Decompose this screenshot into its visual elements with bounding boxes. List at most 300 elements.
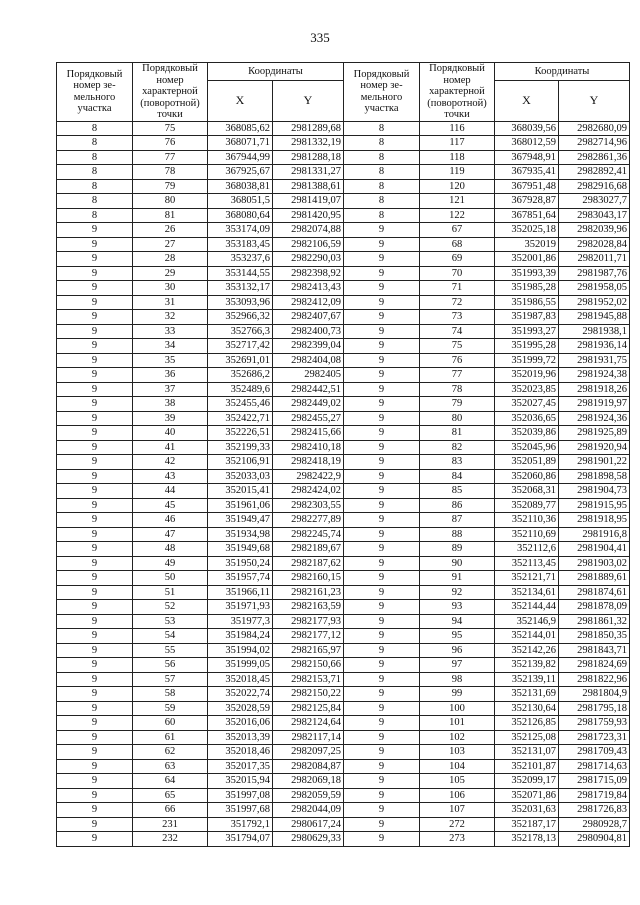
point-number-cell: 55 [133, 643, 208, 658]
plot-number-cell: 9 [344, 426, 420, 441]
point-number-cell: 57 [133, 672, 208, 687]
plot-number-cell: 9 [57, 469, 133, 484]
y-cell: 2981945,88 [559, 310, 630, 325]
point-number-cell: 90 [420, 556, 495, 571]
y-cell: 2981719,84 [559, 788, 630, 803]
point-number-cell: 100 [420, 701, 495, 716]
plot-number-cell: 9 [57, 629, 133, 644]
y-cell: 2982084,87 [273, 759, 344, 774]
point-number-cell: 27 [133, 237, 208, 252]
y-cell: 2982892,41 [559, 165, 630, 180]
plot-number-cell: 9 [344, 745, 420, 760]
point-number-cell: 28 [133, 252, 208, 267]
x-cell: 352018,45 [208, 672, 273, 687]
y-cell: 2982405 [273, 368, 344, 383]
plot-number-cell: 8 [57, 194, 133, 209]
y-cell: 2982153,71 [273, 672, 344, 687]
plot-number-cell: 9 [57, 223, 133, 238]
y-cell: 2982044,09 [273, 803, 344, 818]
plot-number-cell: 8 [57, 136, 133, 151]
y-cell: 2980617,24 [273, 817, 344, 832]
y-cell: 2981843,71 [559, 643, 630, 658]
x-header-right: X [495, 80, 559, 121]
plot-number-cell: 8 [344, 150, 420, 165]
plot-number-cell: 9 [57, 701, 133, 716]
x-cell: 352766,3 [208, 324, 273, 339]
plot-number-cell: 9 [57, 484, 133, 499]
plot-number-cell: 9 [57, 672, 133, 687]
plot-number-cell: 9 [344, 774, 420, 789]
x-cell: 352146,9 [495, 614, 559, 629]
plot-number-cell: 9 [57, 643, 133, 658]
point-number-cell: 104 [420, 759, 495, 774]
plot-number-cell: 9 [344, 469, 420, 484]
point-number-cell: 97 [420, 658, 495, 673]
plot-number-cell: 9 [344, 571, 420, 586]
coordinates-table [56, 62, 630, 847]
y-cell: 2982039,96 [559, 223, 630, 238]
x-cell: 352187,17 [495, 817, 559, 832]
table-body [57, 121, 630, 846]
y-cell: 2981931,75 [559, 353, 630, 368]
plot-number-cell: 9 [57, 817, 133, 832]
x-cell: 351995,28 [495, 339, 559, 354]
point-number-header-right: Порядковый номер характерной (поворотной) точки [420, 63, 495, 122]
y-cell: 2981331,27 [273, 165, 344, 180]
y-cell: 2982074,88 [273, 223, 344, 238]
y-cell: 2982161,23 [273, 585, 344, 600]
x-cell: 352089,77 [495, 498, 559, 513]
point-number-cell: 64 [133, 774, 208, 789]
plot-number-cell: 9 [57, 527, 133, 542]
table-row [57, 716, 630, 731]
y-cell: 2981904,73 [559, 484, 630, 499]
point-number-cell: 54 [133, 629, 208, 644]
x-cell: 352001,86 [495, 252, 559, 267]
y-cell: 2980904,81 [559, 832, 630, 847]
y-cell: 2981898,58 [559, 469, 630, 484]
point-number-cell: 81 [420, 426, 495, 441]
x-cell: 367935,41 [495, 165, 559, 180]
plot-number-cell: 9 [344, 353, 420, 368]
table-row [57, 455, 630, 470]
y-header-left: Y [273, 80, 344, 121]
x-cell: 352121,71 [495, 571, 559, 586]
table-row [57, 121, 630, 136]
table-row [57, 687, 630, 702]
y-cell: 2981824,69 [559, 658, 630, 673]
y-cell: 2982189,67 [273, 542, 344, 557]
plot-number-header-right: Порядковый номер зе-мельного участка [344, 63, 420, 122]
point-number-cell: 58 [133, 687, 208, 702]
x-cell: 351950,24 [208, 556, 273, 571]
point-number-cell: 98 [420, 672, 495, 687]
table-row [57, 614, 630, 629]
y-cell: 2981936,14 [559, 339, 630, 354]
table-row [57, 208, 630, 223]
point-number-cell: 61 [133, 730, 208, 745]
y-cell: 2982442,51 [273, 382, 344, 397]
plot-number-cell: 9 [344, 498, 420, 513]
table-row [57, 223, 630, 238]
x-cell: 351949,47 [208, 513, 273, 528]
coordinates-header-right: Координаты [495, 63, 630, 81]
plot-number-cell: 9 [57, 556, 133, 571]
table-row [57, 658, 630, 673]
y-cell: 2981759,93 [559, 716, 630, 731]
point-number-cell: 91 [420, 571, 495, 586]
x-cell: 352031,63 [495, 803, 559, 818]
point-number-cell: 35 [133, 353, 208, 368]
x-cell: 352966,32 [208, 310, 273, 325]
plot-number-cell: 9 [57, 832, 133, 847]
point-number-cell: 106 [420, 788, 495, 803]
y-cell: 2981723,31 [559, 730, 630, 745]
x-cell: 351961,06 [208, 498, 273, 513]
x-cell: 352134,61 [495, 585, 559, 600]
x-cell: 368080,64 [208, 208, 273, 223]
y-cell: 2982400,73 [273, 324, 344, 339]
y-cell: 2981901,22 [559, 455, 630, 470]
point-number-cell: 231 [133, 817, 208, 832]
x-cell: 352015,94 [208, 774, 273, 789]
table-row [57, 266, 630, 281]
point-number-cell: 33 [133, 324, 208, 339]
x-cell: 351949,68 [208, 542, 273, 557]
y-cell: 2981850,35 [559, 629, 630, 644]
y-cell: 2982150,66 [273, 658, 344, 673]
table-row [57, 281, 630, 296]
plot-number-cell: 8 [344, 179, 420, 194]
x-cell: 351957,74 [208, 571, 273, 586]
point-number-cell: 122 [420, 208, 495, 223]
table-row [57, 542, 630, 557]
point-number-cell: 62 [133, 745, 208, 760]
x-cell: 352199,33 [208, 440, 273, 455]
y-cell: 2983043,17 [559, 208, 630, 223]
x-cell: 352691,01 [208, 353, 273, 368]
y-cell: 2983027,7 [559, 194, 630, 209]
table-row [57, 368, 630, 383]
y-cell: 2982418,19 [273, 455, 344, 470]
point-number-cell: 76 [133, 136, 208, 151]
point-number-cell: 93 [420, 600, 495, 615]
point-number-cell: 105 [420, 774, 495, 789]
plot-number-cell: 9 [57, 440, 133, 455]
plot-number-cell: 9 [57, 252, 133, 267]
y-cell: 2982160,15 [273, 571, 344, 586]
x-cell: 353183,45 [208, 237, 273, 252]
point-number-cell: 74 [420, 324, 495, 339]
plot-number-cell: 9 [57, 803, 133, 818]
plot-number-cell: 9 [57, 397, 133, 412]
plot-number-cell: 9 [57, 716, 133, 731]
point-number-cell: 51 [133, 585, 208, 600]
table-row [57, 701, 630, 716]
table-row [57, 295, 630, 310]
table-row [57, 498, 630, 513]
x-cell: 353237,6 [208, 252, 273, 267]
x-cell: 352139,82 [495, 658, 559, 673]
plot-number-cell: 9 [57, 687, 133, 702]
plot-number-cell: 9 [344, 440, 420, 455]
plot-number-cell: 9 [344, 281, 420, 296]
point-number-cell: 38 [133, 397, 208, 412]
plot-number-cell: 9 [344, 730, 420, 745]
y-cell: 2981987,76 [559, 266, 630, 281]
y-cell: 2982165,97 [273, 643, 344, 658]
x-cell: 368071,71 [208, 136, 273, 151]
plot-number-cell: 9 [57, 368, 133, 383]
table-row [57, 179, 630, 194]
plot-number-cell: 9 [57, 658, 133, 673]
y-cell: 2982412,09 [273, 295, 344, 310]
point-number-cell: 101 [420, 716, 495, 731]
point-number-cell: 80 [133, 194, 208, 209]
point-number-cell: 78 [133, 165, 208, 180]
y-cell: 2982177,12 [273, 629, 344, 644]
point-number-cell: 89 [420, 542, 495, 557]
x-cell: 351993,27 [495, 324, 559, 339]
plot-number-cell: 8 [57, 150, 133, 165]
x-cell: 351999,05 [208, 658, 273, 673]
point-number-cell: 40 [133, 426, 208, 441]
table-row [57, 165, 630, 180]
y-cell: 2982124,64 [273, 716, 344, 731]
x-cell: 367851,64 [495, 208, 559, 223]
x-cell: 351792,1 [208, 817, 273, 832]
table-row [57, 426, 630, 441]
x-cell: 352018,46 [208, 745, 273, 760]
plot-number-cell: 9 [57, 730, 133, 745]
table-row [57, 745, 630, 760]
y-cell: 2982449,02 [273, 397, 344, 412]
point-number-cell: 65 [133, 788, 208, 803]
point-number-cell: 92 [420, 585, 495, 600]
y-cell: 2981878,09 [559, 600, 630, 615]
point-number-cell: 95 [420, 629, 495, 644]
plot-number-cell: 9 [344, 310, 420, 325]
x-cell: 352023,85 [495, 382, 559, 397]
plot-number-cell: 9 [57, 774, 133, 789]
x-cell: 368085,62 [208, 121, 273, 136]
y-cell: 2982125,84 [273, 701, 344, 716]
table-row [57, 382, 630, 397]
table-row [57, 484, 630, 499]
point-number-cell: 31 [133, 295, 208, 310]
x-cell: 352071,86 [495, 788, 559, 803]
point-number-cell: 75 [133, 121, 208, 136]
x-cell: 352110,36 [495, 513, 559, 528]
y-cell: 2982163,59 [273, 600, 344, 615]
point-number-cell: 32 [133, 310, 208, 325]
point-number-cell: 88 [420, 527, 495, 542]
plot-number-cell: 8 [57, 165, 133, 180]
y-cell: 2982245,74 [273, 527, 344, 542]
y-cell: 2981918,95 [559, 513, 630, 528]
plot-number-cell: 9 [344, 817, 420, 832]
point-number-cell: 29 [133, 266, 208, 281]
plot-number-cell: 9 [57, 600, 133, 615]
point-number-cell: 69 [420, 252, 495, 267]
point-number-cell: 56 [133, 658, 208, 673]
y-cell: 2982150,22 [273, 687, 344, 702]
y-cell: 2982028,84 [559, 237, 630, 252]
x-cell: 353132,17 [208, 281, 273, 296]
table-row [57, 136, 630, 151]
plot-number-cell: 9 [57, 571, 133, 586]
plot-number-cell: 9 [344, 701, 420, 716]
point-number-cell: 86 [420, 498, 495, 513]
x-cell: 352139,11 [495, 672, 559, 687]
point-number-cell: 36 [133, 368, 208, 383]
point-number-cell: 43 [133, 469, 208, 484]
plot-number-cell: 8 [344, 136, 420, 151]
plot-number-cell: 9 [344, 585, 420, 600]
point-number-cell: 73 [420, 310, 495, 325]
point-number-cell: 63 [133, 759, 208, 774]
plot-number-cell: 9 [344, 629, 420, 644]
point-number-cell: 30 [133, 281, 208, 296]
x-cell: 351994,02 [208, 643, 273, 658]
plot-number-cell: 9 [344, 397, 420, 412]
y-cell: 2981726,83 [559, 803, 630, 818]
table-row [57, 585, 630, 600]
x-cell: 352019,96 [495, 368, 559, 383]
y-cell: 2982407,67 [273, 310, 344, 325]
x-cell: 352051,89 [495, 455, 559, 470]
plot-number-cell: 9 [57, 542, 133, 557]
x-cell: 352130,64 [495, 701, 559, 716]
table-row [57, 643, 630, 658]
x-cell: 351986,55 [495, 295, 559, 310]
x-cell: 353144,55 [208, 266, 273, 281]
plot-number-cell: 9 [57, 295, 133, 310]
point-number-cell: 50 [133, 571, 208, 586]
point-number-cell: 77 [133, 150, 208, 165]
x-cell: 352113,45 [495, 556, 559, 571]
plot-number-cell: 9 [344, 237, 420, 252]
plot-number-cell: 9 [57, 281, 133, 296]
point-number-cell: 273 [420, 832, 495, 847]
x-cell: 352112,6 [495, 542, 559, 557]
plot-number-cell: 9 [344, 803, 420, 818]
y-cell: 2981904,41 [559, 542, 630, 557]
x-cell: 352060,86 [495, 469, 559, 484]
plot-number-cell: 8 [344, 194, 420, 209]
x-cell: 367928,87 [495, 194, 559, 209]
plot-number-cell: 9 [344, 382, 420, 397]
point-number-cell: 41 [133, 440, 208, 455]
point-number-cell: 53 [133, 614, 208, 629]
plot-number-cell: 9 [57, 585, 133, 600]
y-cell: 2981903,02 [559, 556, 630, 571]
plot-number-cell: 9 [344, 687, 420, 702]
point-number-cell: 85 [420, 484, 495, 499]
x-cell: 351999,72 [495, 353, 559, 368]
table-row [57, 759, 630, 774]
table-row [57, 803, 630, 818]
y-cell: 2981288,18 [273, 150, 344, 165]
y-cell: 2981714,63 [559, 759, 630, 774]
plot-number-cell: 9 [344, 643, 420, 658]
table-row [57, 237, 630, 252]
point-number-cell: 67 [420, 223, 495, 238]
plot-number-cell: 9 [344, 527, 420, 542]
point-number-cell: 72 [420, 295, 495, 310]
table-row [57, 832, 630, 847]
point-number-cell: 103 [420, 745, 495, 760]
plot-number-cell: 9 [344, 484, 420, 499]
plot-number-cell: 9 [344, 324, 420, 339]
y-cell: 2981874,61 [559, 585, 630, 600]
page-number: 335 [310, 30, 330, 45]
plot-number-cell: 9 [344, 368, 420, 383]
plot-number-cell: 9 [57, 426, 133, 441]
point-number-cell: 47 [133, 527, 208, 542]
point-number-cell: 70 [420, 266, 495, 281]
point-number-cell: 80 [420, 411, 495, 426]
plot-number-cell: 9 [344, 759, 420, 774]
plot-number-cell: 9 [344, 339, 420, 354]
x-cell: 352016,06 [208, 716, 273, 731]
plot-number-cell: 9 [344, 223, 420, 238]
y-cell: 2981938,1 [559, 324, 630, 339]
point-number-cell: 120 [420, 179, 495, 194]
point-number-cell: 119 [420, 165, 495, 180]
x-cell: 352101,87 [495, 759, 559, 774]
x-cell: 352126,85 [495, 716, 559, 731]
y-cell: 2981919,97 [559, 397, 630, 412]
y-cell: 2982187,62 [273, 556, 344, 571]
x-cell: 352131,69 [495, 687, 559, 702]
table-row [57, 556, 630, 571]
table-row [57, 469, 630, 484]
plot-number-cell: 9 [57, 411, 133, 426]
x-cell: 367948,91 [495, 150, 559, 165]
x-cell: 351984,24 [208, 629, 273, 644]
table-row [57, 788, 630, 803]
point-number-cell: 81 [133, 208, 208, 223]
point-number-cell: 102 [420, 730, 495, 745]
y-cell: 2981924,38 [559, 368, 630, 383]
point-number-cell: 39 [133, 411, 208, 426]
point-number-cell: 107 [420, 803, 495, 818]
y-cell: 2982680,09 [559, 121, 630, 136]
x-cell: 352142,26 [495, 643, 559, 658]
table-row [57, 527, 630, 542]
y-cell: 2982861,36 [559, 150, 630, 165]
x-cell: 351987,83 [495, 310, 559, 325]
y-cell: 2980928,7 [559, 817, 630, 832]
plot-number-cell: 9 [344, 556, 420, 571]
x-cell: 352422,71 [208, 411, 273, 426]
plot-number-cell: 9 [57, 498, 133, 513]
x-cell: 351966,11 [208, 585, 273, 600]
x-cell: 351993,39 [495, 266, 559, 281]
x-cell: 351985,28 [495, 281, 559, 296]
y-header-right: Y [559, 80, 630, 121]
y-cell: 2982422,9 [273, 469, 344, 484]
x-cell: 352045,96 [495, 440, 559, 455]
y-cell: 2982410,18 [273, 440, 344, 455]
x-cell: 353093,96 [208, 295, 273, 310]
table-row [57, 513, 630, 528]
y-cell: 2981915,95 [559, 498, 630, 513]
point-number-cell: 49 [133, 556, 208, 571]
point-number-cell: 76 [420, 353, 495, 368]
x-cell: 367944,99 [208, 150, 273, 165]
